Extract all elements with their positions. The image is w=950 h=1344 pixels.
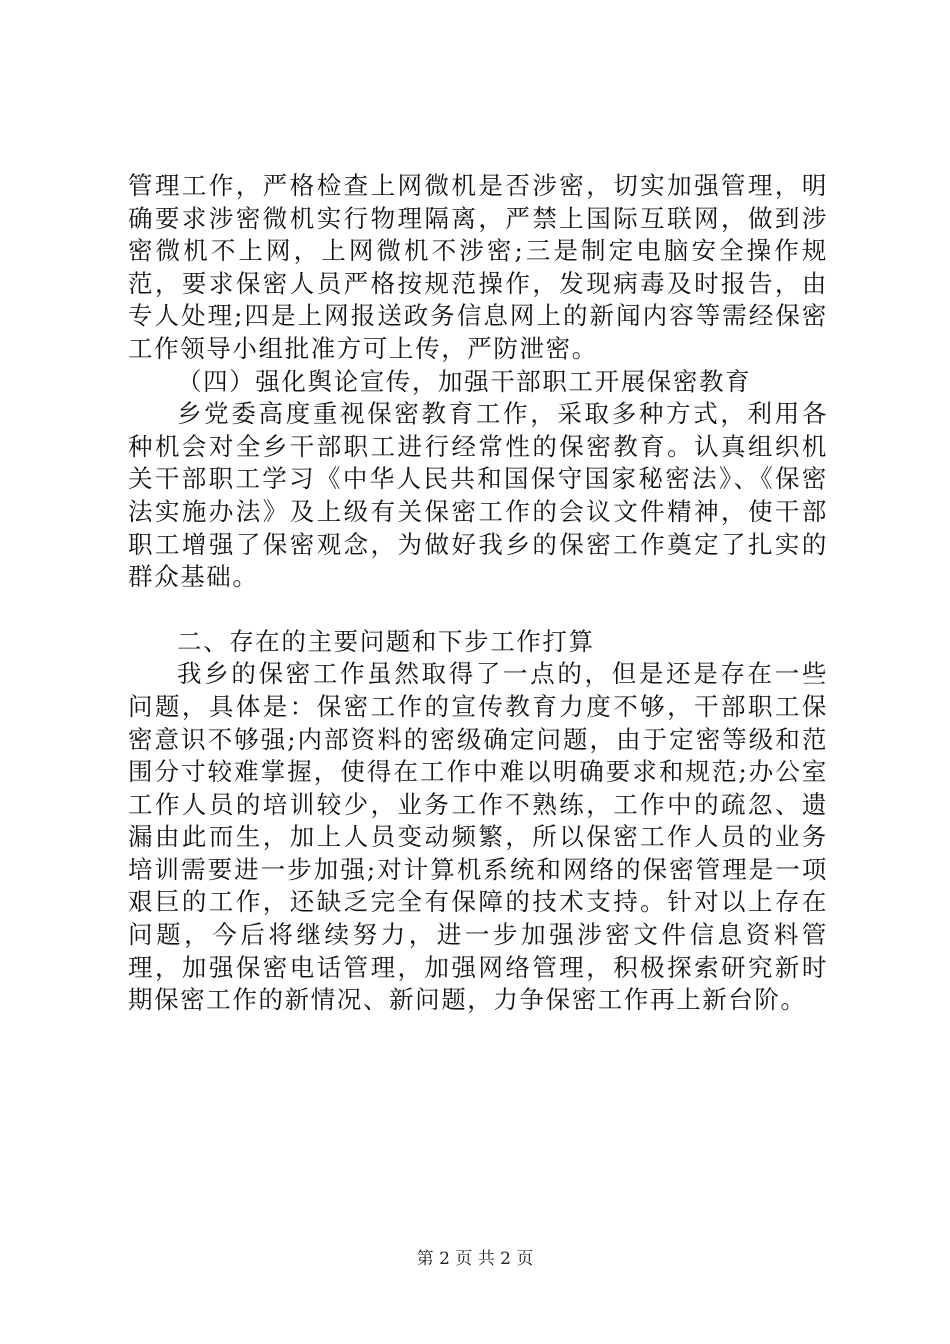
paragraph-spacer [128,594,828,626]
page-footer: 第 2 页 共 2 页 [416,1249,534,1269]
paragraph-education: 乡党委高度重视保密教育工作，采取多种方式，利用各种机会对全乡干部职工进行经常性的保密教育。认真组织机关干部职工学习《中华人民共和国保守国家秘密法》、《保密法实施办法》及上级有关保密工作的会议文件精神，使干部职工增强了保密观念，为做好我乡的保密工作奠定了扎实的群众基础。 [128,399,828,592]
document-body [128,170,828,1017]
paragraph-problems: 我乡的保密工作虽然取得了一点的，但是还是存在一些问题，具体是：保密工作的宣传教育力度不够，干部职工保密意识不够强;内部资料的密级确定问题，由于定密等级和范围分寸较难掌握，使得在工作中难以明确要求和规范;办公室工作人员的培训较少，业务工作不熟练，工作中的疏忽、遗漏由此而生，加上人员变动频繁，所以保密工作人员的业务培训需要进一步加强;对计算机系统和网络的保密管理是一项艰巨的工作，还缺乏完全有保障的技术支持。针对以上存在问题，今后将继续努力，进一步加强涉密文件信息资料管理，加强保密电话管理，加强网络管理，积极探索研究新时期保密工作的新情况、新问题，力争保密工作再上新台阶。 [128,659,828,1015]
section-heading-problems: 二、存在的主要问题和下步工作打算 [177,626,595,656]
paragraph-network-management: 管理工作，严格检查上网微机是否涉密，切实加强管理，明确要求涉密微机实行物理隔离，严禁上国际互联网，做到涉密微机不上网，上网微机不涉密;三是制定电脑安全操作规范，要求保密人员严格按规范操作，发现病毒及时报告，由专人处理;四是上网报送政务信息网上的新闻内容等需经保密工作领导小组批准方可上传，严防泄密。 [128,171,828,363]
section-heading-education: （四）强化舆论宣传，加强干部职工开展保密教育 [177,366,752,396]
